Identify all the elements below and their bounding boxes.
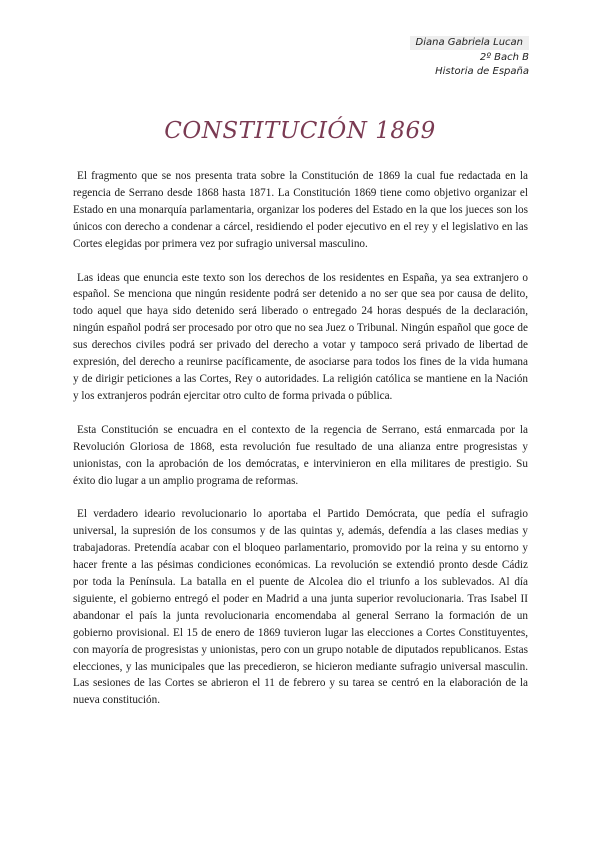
document-header xyxy=(410,36,529,79)
paragraph: El fragmento que se nos presenta trata sobre la Constitución de 1869 la cual fue redactada en la regencia de Serrano desde 1868 hasta 1871. La Constitución 1869 tiene como objetivo organizar el Estado en una monarquía parlamentaria, organizar los poderes del Estado en la que los jueces son los únicos con derecho a condenar a cárcel, residiendo el poder ejecutivo en el rey y el legislativo en las Cortes elegidas por primera vez por sufragio universal masculino. xyxy=(73,170,528,250)
author-name: Diana Gabriela Lucan xyxy=(410,36,529,50)
paragraph: El verdadero ideario revolucionario lo aportaba el Partido Demócrata, que pedía el sufragio universal, la supresión de los consumos y de las quintas y, además, defendía a las clases medias y trabajadoras. Pretendía acabar con el bloqueo parlamentario, promovido por la reina y su entorno y hacer frente a las pésimas condiciones económicas. La revolución se extendió pronto desde Cádiz por toda la Península. La batalla en el puente de Alcolea dio el triunfo a los sublevados. Al día siguiente, el gobierno entregó el poder en Madrid a una junta superior revolucionaria. Tras Isabel II abandonar el país la junta revolucionaria encomendaba al general Serrano la formación de un gobierno provisional. El 15 de enero de 1869 tuvieron lugar las elecciones a Cortes Constituyentes, con mayoría de progresistas y unionistas, pero con un grupo notable de diputados republicanos. Estas elecciones, y las municipales que las precedieron, se hicieron mediante sufragio universal masculin. Las sesiones de las Cortes se abrieron el 11 de febrero y su tarea se centró en la elaboración de la nueva constitución. xyxy=(73,508,528,707)
paragraph: Las ideas que enuncia este texto son los derechos de los residentes en España, ya sea extranjero o español. Se menciona que ningún residente podrá ser detenido a no ser que sea por causa de delito, todo aquel que haya sido detenido será liberado o entregado 24 horas después de la declaración, ningún español podrá ser procesado por otro que no sea Juez o Tribunal. Ningún español que goce de sus derechos civiles podrá ser privado del derecho a votar y tampoco será privado de libertad de expresión, del derecho a reunirse pacíficamente, de asociarse para todos los fines de la vida humana y de dirigir peticiones a las Cortes, Rey o autoridades. La religión católica se mantiene en la Nación y los extranjeros podrán ejercitar otro culto de forma privada o pública. xyxy=(73,271,528,402)
document-body xyxy=(73,168,528,726)
document-title: CONSTITUCIÓN 1869 xyxy=(164,118,436,144)
subject-label: Historia de España xyxy=(435,66,529,77)
paragraph: Esta Constitución se encuadra en el contexto de la regencia de Serrano, está enmarcada por la Revolución Gloriosa de 1868, esta revolución fue resultado de una alianza entre progresistas y unionistas, con la aprobación de los demócratas, e intervinieron en ella militares de prestigio. Su éxito dio lugar a un amplio programa de reformas. xyxy=(73,423,528,487)
course-label: 2º Bach B xyxy=(479,52,529,63)
